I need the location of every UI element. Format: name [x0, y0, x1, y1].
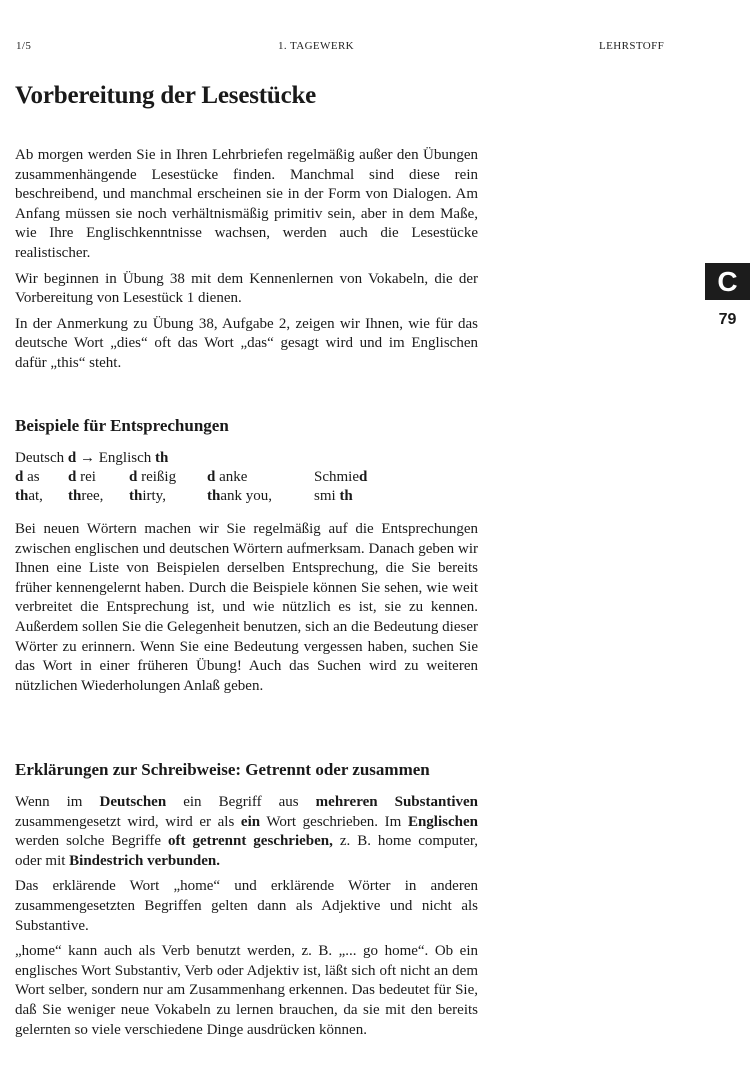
intro-text — [15, 146, 478, 374]
page-title: Vorbereitung der Lesestücke — [15, 82, 317, 109]
german-example-3: d reißig — [129, 469, 177, 485]
section-number: 1/5 — [16, 40, 32, 52]
english-example-5: smi th — [314, 488, 353, 504]
section-heading-examples: Beispiele für Entsprechungen — [15, 416, 229, 435]
german-example-1: d as — [15, 469, 40, 485]
correspondence-rule: Deutsch d → Englisch th — [15, 450, 169, 466]
spelling-paragraph-2: Das erklärende Wort „home“ und erklärende Wörter in anderen zusammengesetzten Begriffen gelten dann als Adjektive und nicht als Substantive. — [15, 878, 478, 934]
english-example-2: three, — [68, 488, 104, 504]
examples-paragraph: Bei neuen Wörtern machen wir Sie regelmäßig auf die Entsprechungen zwischen englischen und deutschen Wörtern aufmerksam. Danach geben wir Ihnen eine Liste von Beispielen derselben Entsprechung, die Sie bereits früher kennengelernt haben. Durch die Beispiele können Sie sehen, wie weit verbreitet die Entsprechung ist, und wie nützlich es ist, sie zu kennen. Außerdem sollen Sie die Gelegenheit benutzen, sich an die Bedeutung dieser Wörter zu erinnern. Wenn Sie eine Bedeutung vergessen haben, suchen Sie das Wort in einer früheren Übung! Auch das Suchen wird zu weiteren nützlichen Wiederholungen Anlaß geben. — [15, 521, 478, 694]
section-heading-spelling: Erklärungen zur Schreibweise: Getrennt oder zusammen — [15, 760, 430, 779]
intro-paragraph-1: Ab morgen werden Sie in Ihren Lehrbriefen regelmäßig außer den Übungen zusammenhängende Lesestücke finden. Manchmal sind diese rein beschreibend, und manchmal erscheinen sie in der Form von Dialogen. Am Anfang müssen sie noch verhältnismäßig primitiv sein, aber in dem Maße, wie Ihre Englischkenntnisse wachsen, werden auch die Lesestücke realistischer. — [15, 147, 478, 261]
english-example-1: that, — [15, 488, 43, 504]
english-example-3: thirty, — [129, 488, 166, 504]
spelling-paragraph-1: Wenn im Deutschen ein Begriff aus mehreren Substantiven zusammengesetzt wird, wird er als ein Wort geschrieben. Im Englischen werden solche Begriffe oft getrennt geschrieben, z. B. home computer, oder mit Bindestrich verbunden. — [15, 794, 478, 869]
intro-paragraph-2: Wir beginnen in Übung 38 mit dem Kennenlernen von Vokabeln, die der Vorbereitung von Lesestück 1 dienen. — [15, 270, 478, 307]
running-header-center: 1. TAGEWERK — [278, 40, 355, 52]
chapter-tab: C — [705, 263, 750, 300]
spelling-text — [15, 793, 478, 1040]
english-example-4: thank you, — [207, 488, 273, 504]
running-header-right: LEHRSTOFF — [599, 40, 665, 52]
german-example-5: Schmied — [314, 469, 368, 485]
page-number: 79 — [718, 311, 737, 328]
spelling-paragraph-3: „home“ kann auch als Verb benutzt werden, z. B. „... go home“. Ob ein englisches Wort Substantiv, Verb oder Adjektiv ist, läßt sich oft nicht an dem Wort selber, sondern nur am Zusammenhang erkennen. Das bedeutet für Sie, daß Sie weniger neue Vokabeln zu lernen brauchen, da sie mit den bereits gelernten so viele verschiedene Dinge ausdrücken können. — [15, 943, 478, 1038]
german-example-2: d rei — [68, 469, 96, 485]
german-example-4: d anke — [207, 469, 248, 485]
intro-paragraph-3: In der Anmerkung zu Übung 38, Aufgabe 2, zeigen wir Ihnen, wie für das deutsche Wort „dies“ oft das Wort „das“ gesagt wird und im Englischen dafür „this“ steht. — [15, 315, 478, 371]
